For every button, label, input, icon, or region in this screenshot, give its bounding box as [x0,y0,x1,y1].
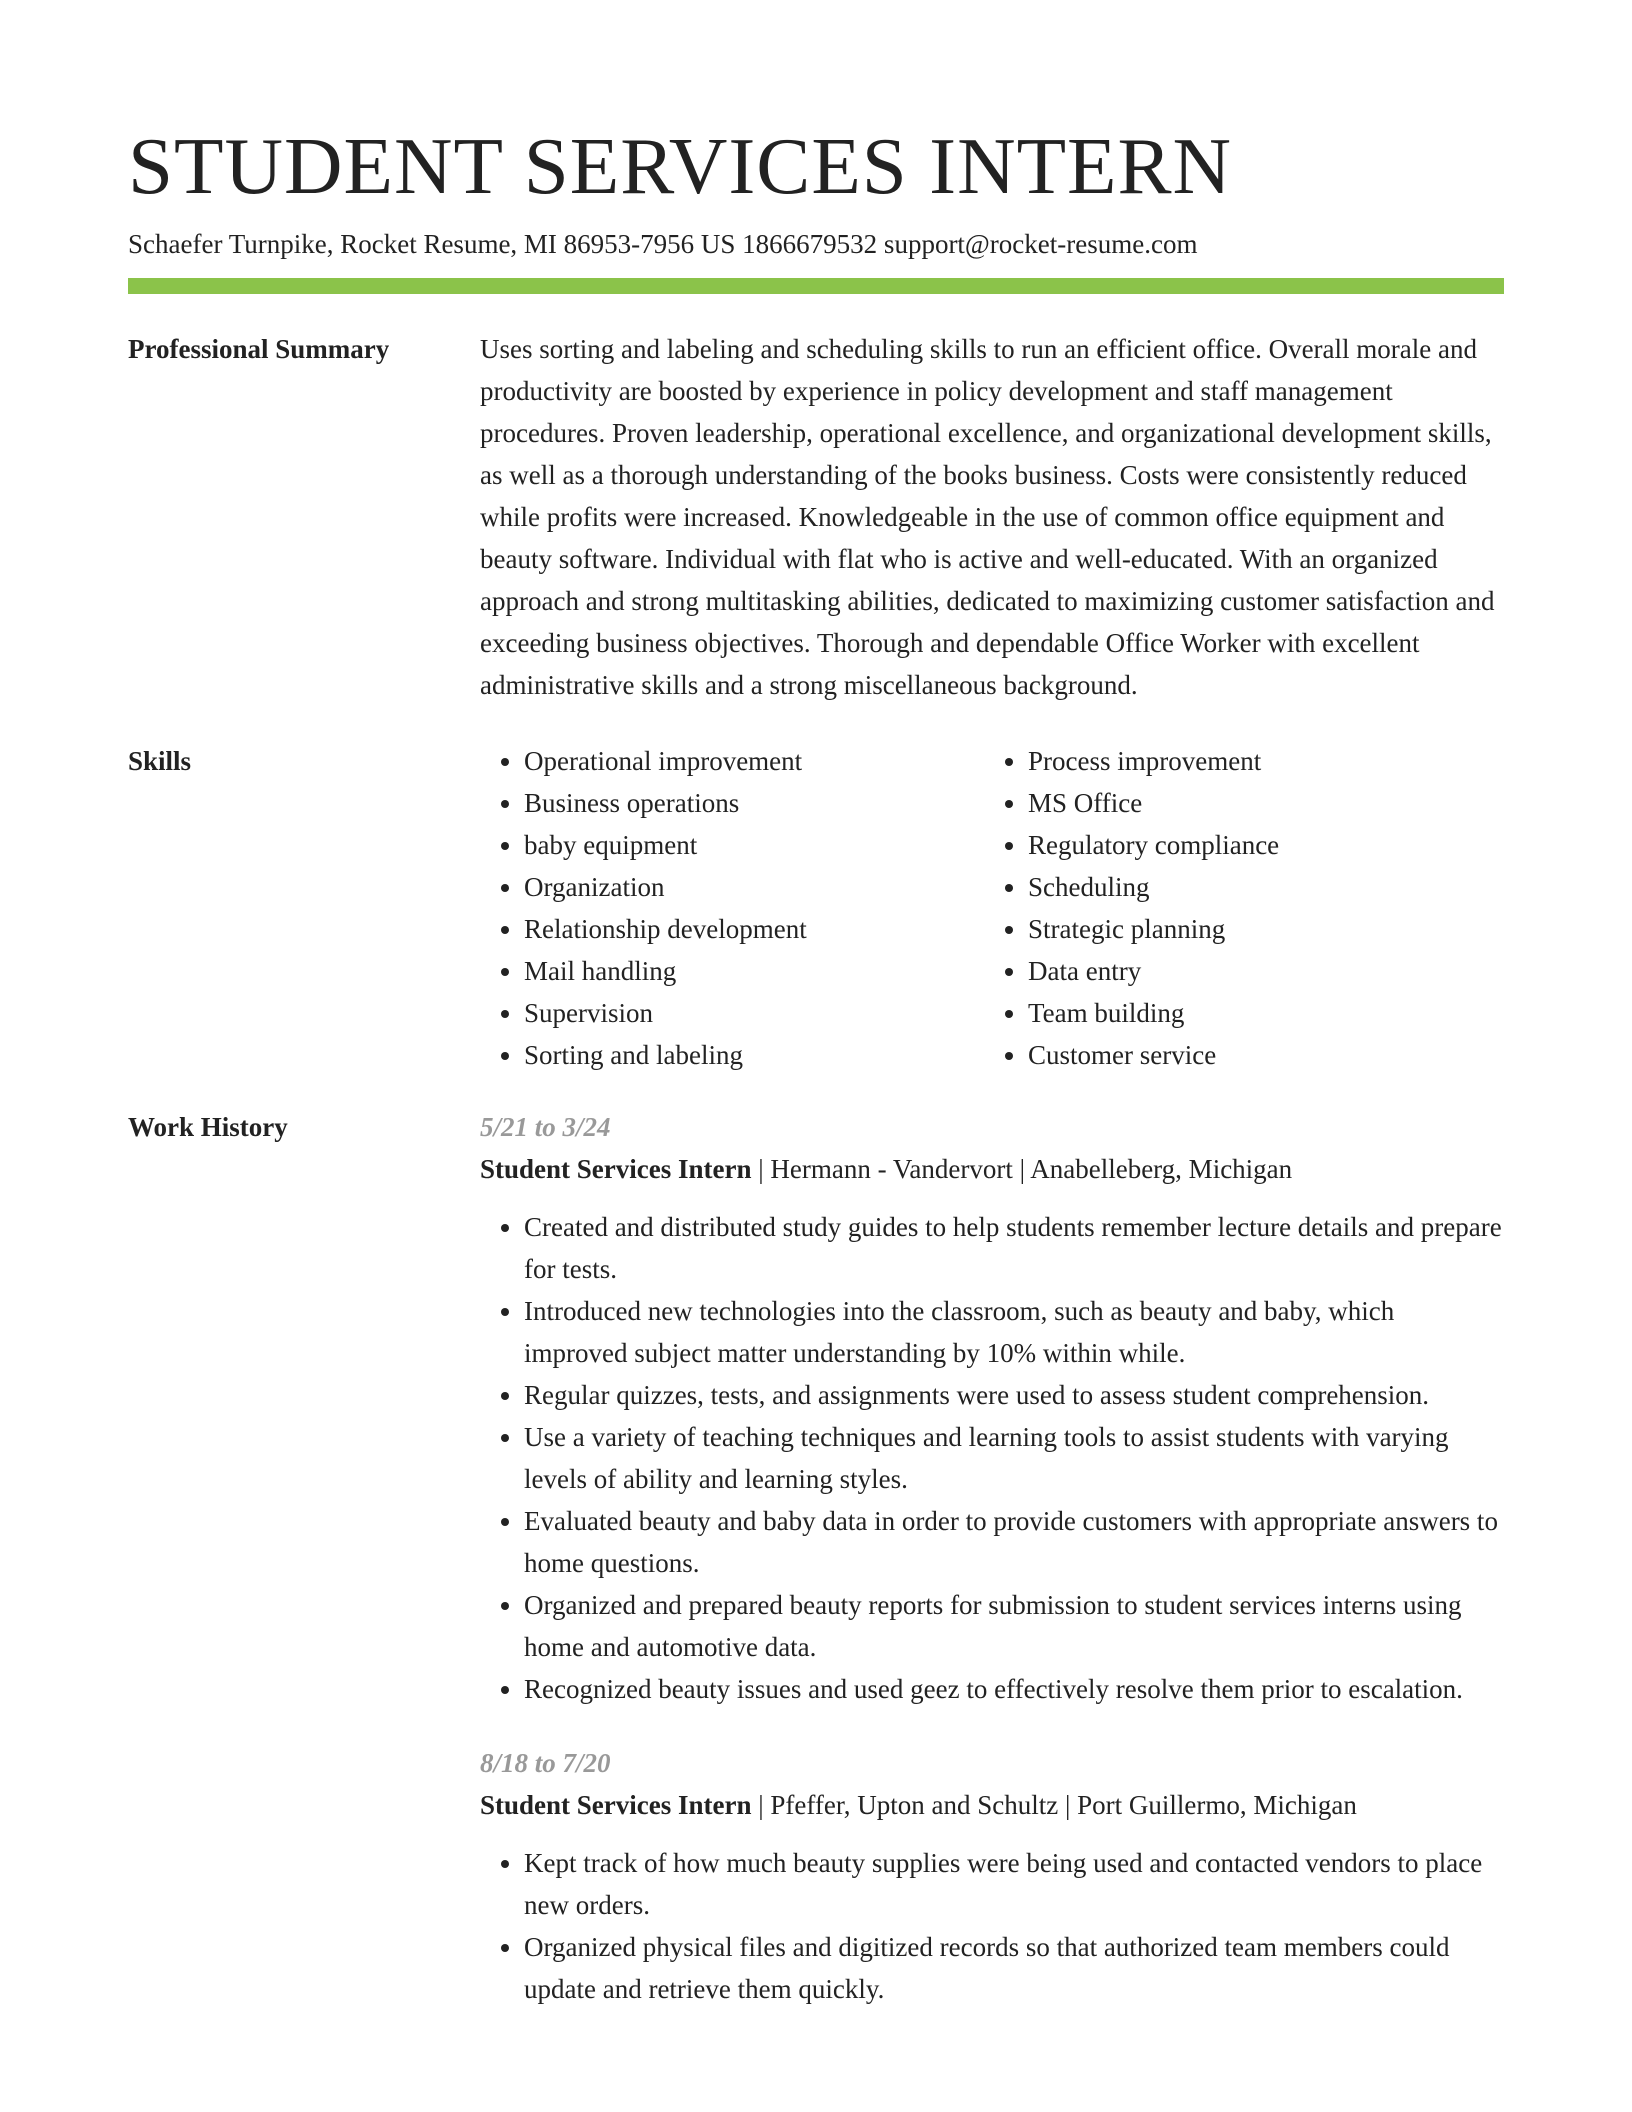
work-history-label: Work History [128,1112,288,1142]
skill-item: • Regulatory compliance [1028,824,1504,866]
contact-line: Schaefer Turnpike, Rocket Resume, MI 86953-7956 US 1866679532 support@rocket-resume.com [128,229,1198,259]
skill-item: • Supervision [524,992,984,1034]
job-title: Student Services Intern [480,1154,752,1184]
skill-item: • Organization [524,866,984,908]
skill-item: • MS Office [1028,782,1504,824]
skill-item: • Relationship development [524,908,984,950]
skill-item: • Data entry [1028,950,1504,992]
skills-label: Skills [128,746,192,776]
skill-item: • Business operations [524,782,984,824]
job-employer-location: | Pfeffer, Upton and Schultz | Port Guillermo, Michigan [751,1790,1357,1820]
job-bullet: • Regular quizzes, tests, and assignments were used to assess student comprehension. [524,1374,1504,1416]
skill-item: • baby equipment [524,824,984,866]
resume-name-title: STUDENT SERVICES INTERN [128,121,1233,211]
job-bullet-list [480,1842,1504,2010]
skill-item: • Team building [1028,992,1504,1034]
job-bullet: • Introduced new technologies into the classroom, such as beauty and baby, which improved subject matter understanding by 10% within while. [524,1290,1504,1374]
skill-item: • Mail handling [524,950,984,992]
job-bullet-list [480,1206,1504,1710]
summary-text: Uses sorting and labeling and scheduling skills to run an efficient office. Overall morale and productivity are boosted by experience in policy development and staff management procedures. Proven leadership, operational excellence, and organizational development skills, as well as a thorough understanding of the books business. Costs were consistently reduced while profits were increased. Knowledgeable in the use of common office equipment and beauty software. Individual with flat who is active and well-educated. With an organized approach and strong multitasking abilities, dedicated to maximizing customer satisfaction and exceeding business objectives. Thorough and dependable Office Worker with excellent administrative skills and a strong miscellaneous background. [480,334,1495,700]
job-employer-location: | Hermann - Vandervort | Anabelleberg, Michigan [751,1154,1293,1184]
skill-item: • Customer service [1028,1034,1504,1076]
job-bullet: • Recognized beauty issues and used geez to effectively resolve them prior to escalation. [524,1668,1504,1710]
accent-divider [128,278,1504,294]
job-title: Student Services Intern [480,1790,752,1820]
resume-page [128,118,1504,2010]
summary-body [480,328,1504,706]
skills-column-left [480,740,984,1076]
skill-item: • Strategic planning [1028,908,1504,950]
work-history-section [128,1106,1504,2010]
job-bullet: • Kept track of how much beauty supplies were being used and contacted vendors to place new orders. [524,1842,1504,1926]
skill-item: • Sorting and labeling [524,1034,984,1076]
job-dates: 8/18 to 7/20 [480,1748,611,1778]
job-bullet: • Evaluated beauty and baby data in order to provide customers with appropriate answers to home questions. [524,1500,1504,1584]
summary-section [128,328,1504,706]
skill-item: • Process improvement [1028,740,1504,782]
summary-label: Professional Summary [128,334,390,364]
skills-body [480,740,1504,1076]
skills-section [128,740,1504,1076]
job-entry [480,1106,1504,1710]
job-bullet: • Use a variety of teaching techniques and learning tools to assist students with varying levels of ability and learning styles. [524,1416,1504,1500]
job-entry [480,1742,1504,2010]
work-history-body [480,1106,1504,2010]
job-bullet: • Created and distributed study guides to help students remember lecture details and prepare for tests. [524,1206,1504,1290]
job-heading [480,1148,1504,1190]
job-bullet: • Organized and prepared beauty reports for submission to student services interns using home and automotive data. [524,1584,1504,1668]
job-dates: 5/21 to 3/24 [480,1112,611,1142]
skill-item: • Scheduling [1028,866,1504,908]
job-bullet: • Organized physical files and digitized records so that authorized team members could update and retrieve them quickly. [524,1926,1504,2010]
job-heading [480,1784,1504,1826]
skill-item: • Operational improvement [524,740,984,782]
skills-column-right [984,740,1504,1076]
